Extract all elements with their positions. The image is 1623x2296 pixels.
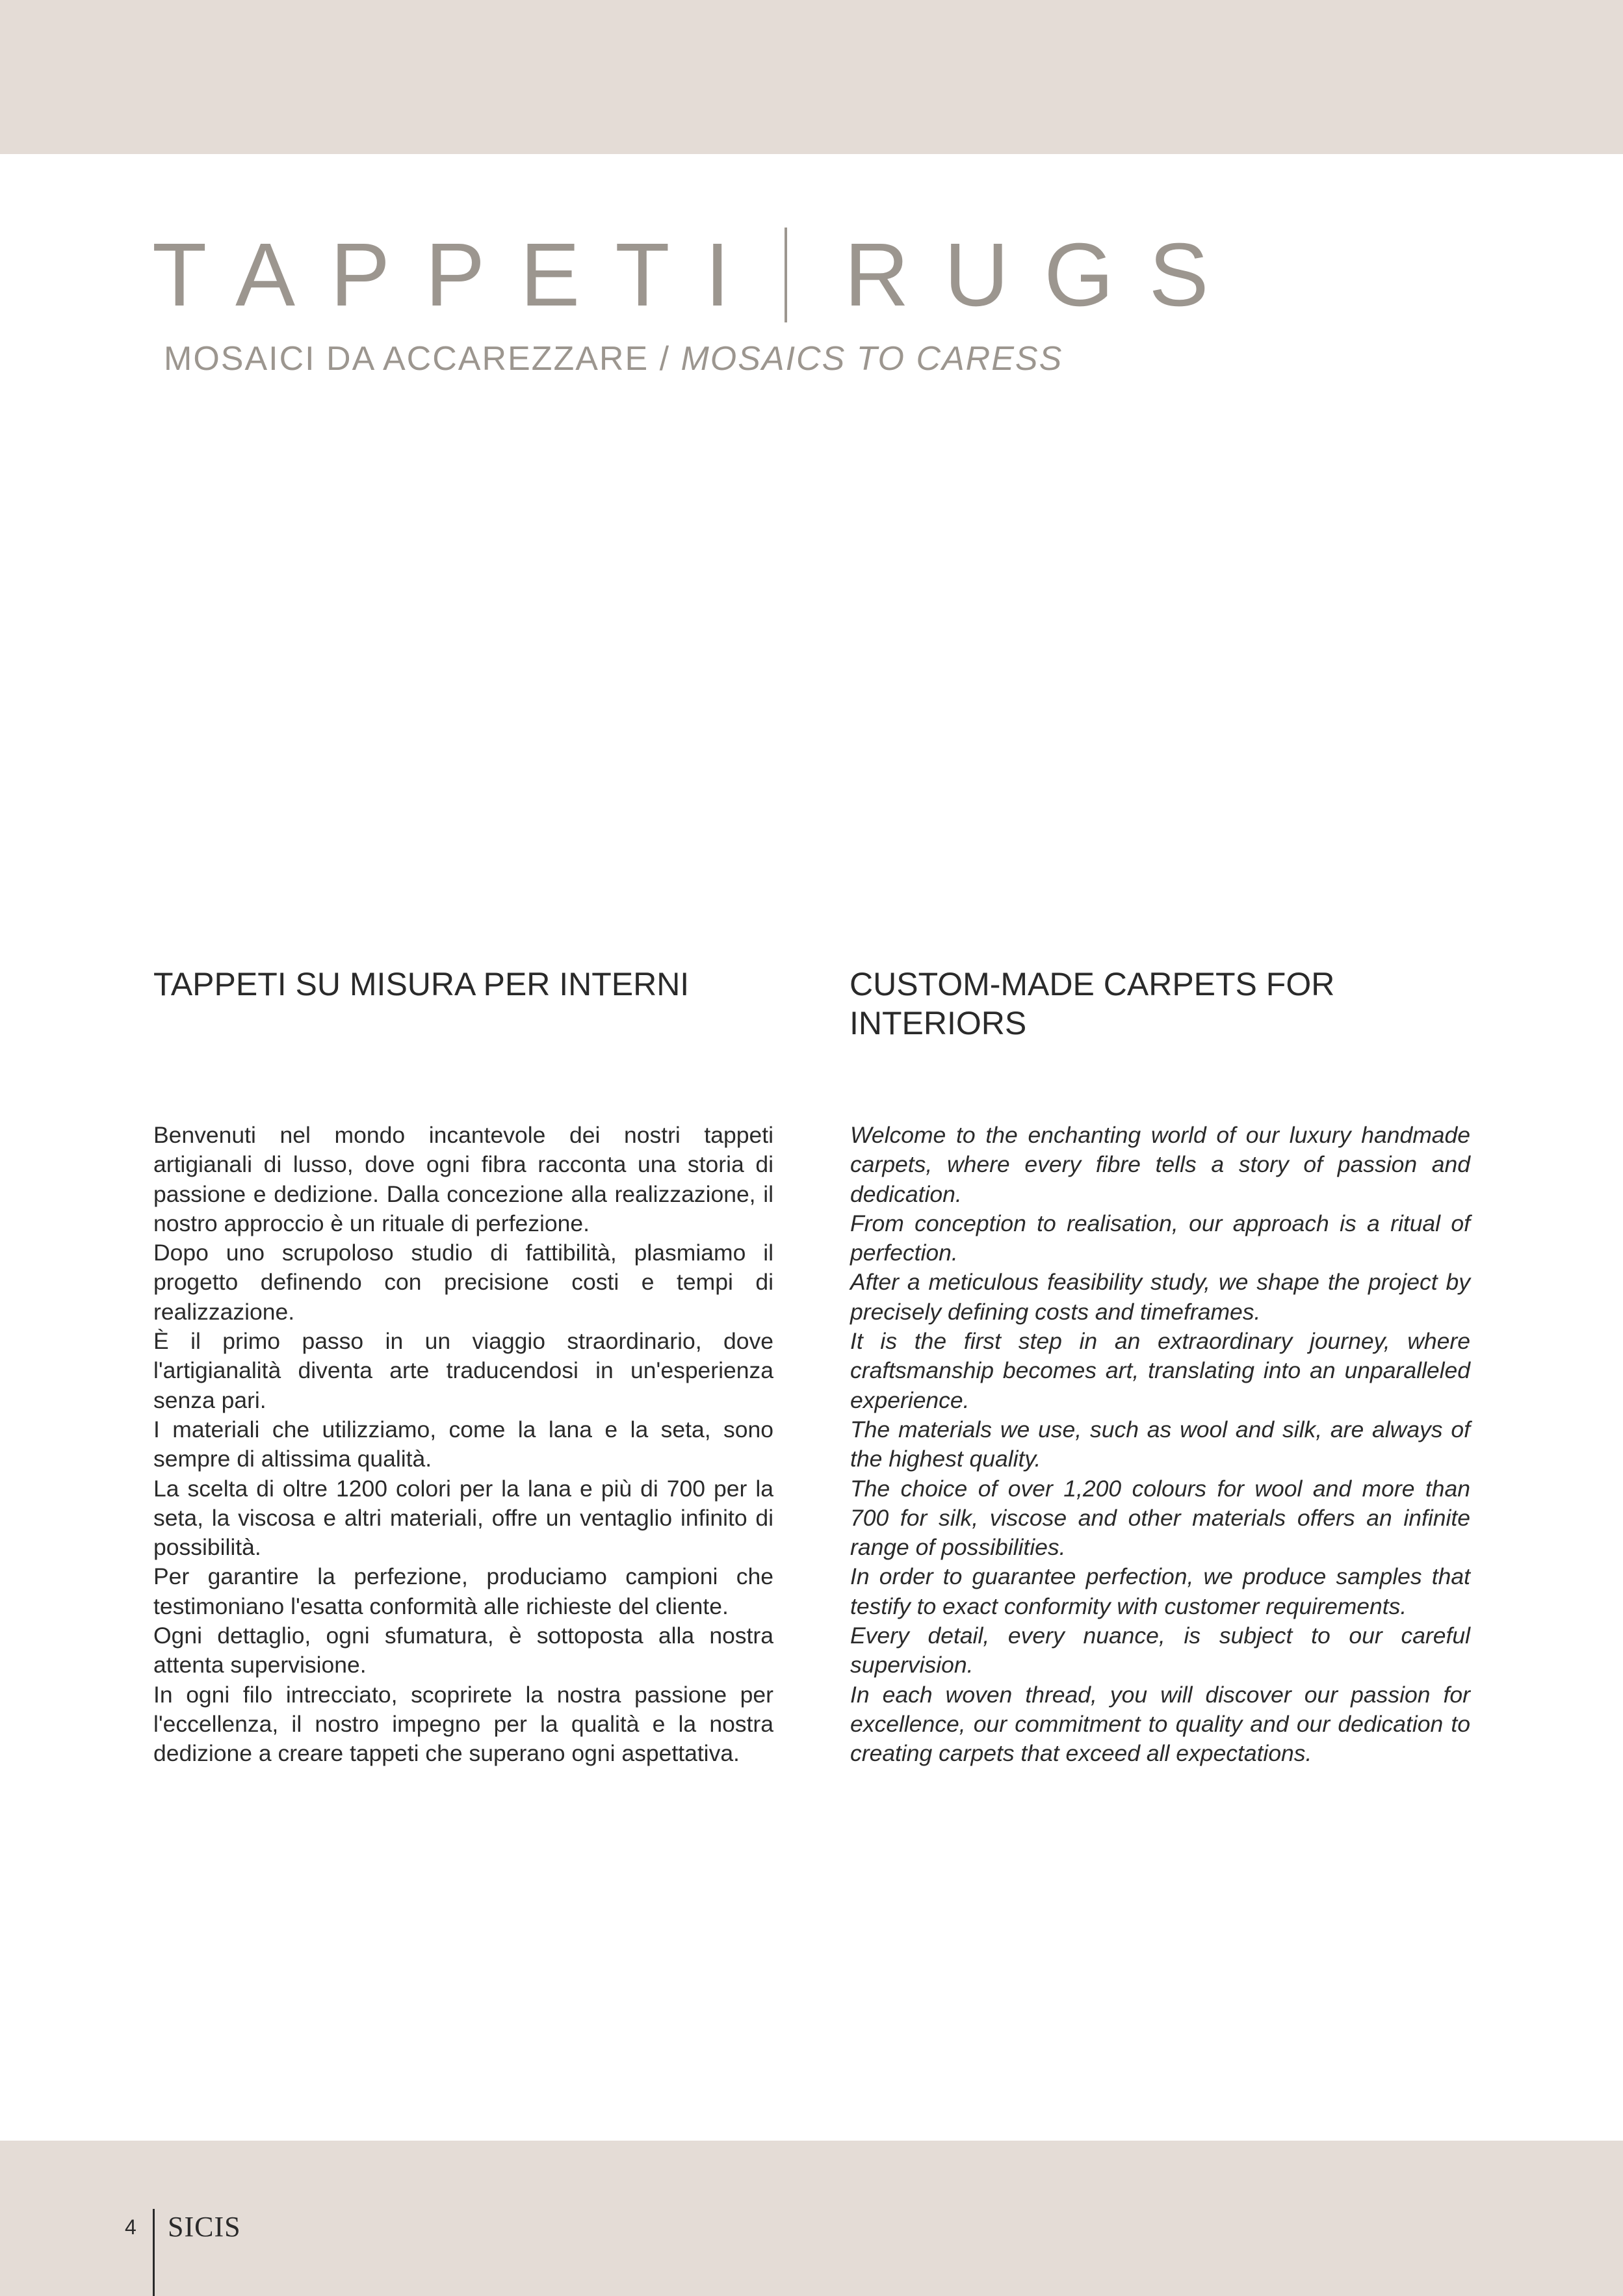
english-paragraph: The choice of over 1,200 colours for wool and more than 700 for silk, viscose and other materials offers an infinite range of possibilities. [850,1475,1470,1561]
header-band [0,0,1623,154]
title-english: RUGS [844,225,1244,325]
subtitle-italian: MOSAICI DA ACCAREZZARE / [164,340,681,378]
italian-paragraph: Ogni dettaglio, ogni sfumatura, è sottoposta alla nostra attenta supervisione. [153,1623,773,1678]
italian-paragraph: Benvenuti nel mondo incantevole dei nostri tappeti artigianali di lusso, dove ogni fibra racconta una storia di passione e dedizione. Dalla concezione alla realizzazione, il nostro approccio è un rituale di perfezione. [153,1122,773,1236]
english-paragraph: The materials we use, such as wool and silk, are always of the highest quality. [850,1416,1470,1472]
italian-paragraph: La scelta di oltre 1200 colori per la lana e più di 700 per la seta, la viscosa e altri materiali, offre un ventaglio infinito di possibilità. [153,1475,773,1561]
english-paragraph: After a meticulous feasibility study, we shape the project by precisely defining costs and timeframes. [850,1269,1470,1325]
italian-paragraph: È il primo passo in un viaggio straordinario, dove l'artigianalità diventa arte traducendosi in un'esperienza senza pari. [153,1328,773,1413]
italian-paragraph: I materiali che utilizziamo, come la lana e la seta, sono sempre di altissima qualità. [153,1416,773,1472]
footer-divider [153,2209,155,2296]
english-paragraph: In each woven thread, you will discover our passion for excellence, our commitment to quality and our dedication to creating carpets that exceed all expectations. [850,1681,1470,1767]
italian-paragraph: Dopo uno scrupoloso studio di fattibilità, plasmiamo il progetto definendo con precisione costi e tempi di realizzazione. [153,1240,773,1325]
subtitle-english: MOSAICS TO CARESS [681,340,1063,378]
page-subtitle [164,339,1063,378]
page-number: 4 [125,2215,136,2239]
english-paragraph: From conception to realisation, our approach is a ritual of perfection. [850,1210,1470,1266]
title-divider [785,228,787,322]
page-title [152,226,1244,324]
italian-paragraph: In ogni filo intrecciato, scoprirete la nostra passione per l'eccellenza, il nostro impegno per la qualità e la nostra dedizione a creare tappeti che superano ogni aspettativa. [153,1681,773,1767]
title-italian: TAPPETI [152,225,765,325]
italian-paragraph: Per garantire la perfezione, produciamo campioni che testimoniano l'esatta conformità alle richieste del cliente. [153,1563,773,1619]
english-paragraph: It is the first step in an extraordinary journey, where craftsmanship becomes art, translating into an unparalleled experience. [850,1328,1470,1413]
footer-band [0,2141,1623,2296]
english-body [850,1121,1470,1769]
english-paragraph: Welcome to the enchanting world of our luxury handmade carpets, where every fibre tells a story of passion and dedication. [850,1122,1470,1207]
italian-body [153,1121,773,1769]
english-heading: CUSTOM-MADE CARPETS FOR INTERIORS [850,966,1335,1041]
english-paragraph: Every detail, every nuance, is subject to our careful supervision. [850,1623,1470,1678]
english-paragraph: In order to guarantee perfection, we produce samples that testify to exact conformity with customer requirements. [850,1563,1470,1619]
brand-logo: SICIS [168,2211,241,2243]
italian-heading: TAPPETI SU MISURA PER INTERNI [153,966,690,1002]
